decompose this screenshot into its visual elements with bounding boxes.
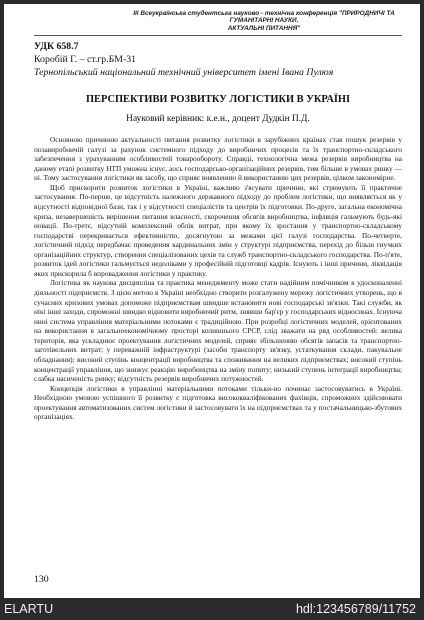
paragraph-2: Щоб прискорити розвиток логістики в Україні, важливо з'ясувати причини, які стримують її практичне застосування. По-перше, це відсутність належного державного підходу до проблем логістики, що виявляється як у відсутності відповідної бази, так і у відсутності спеціалістів та центрів їх підготовки. По-друге, загальна економічна криза, незавершеність вирішення питання власності, скорочення обсягів виробництва, інфляція гальмують будь-які новації. По-третє, відсутній комплексний облік витрат, при якому їх зростання у транспортно-складському господарстві перекривається ефективністю, досягнутою за межами цієї галузі господарства. По-четверте, логістичний підхід передбачає проведення кардинальних змін у структурі підприємства, перехід до більш гнучких організаційних структур, створення спеціалізованих цехів та служб транспортно-складського господарства. По-п'яте, розвиток ідей логістики гальмується недоліками у професійній підготовці кадрів. Існують і інші причини, ліквідація яких прискорила б впровадження логістики у практику. xyxy=(34,182,402,278)
paragraph-3: Логістика як наукова дисципліна та практика менеджменту може стати надійним помічником в удосконаленні діяльності підприємств. З цією метою в Україні необхідно створити розгалужену мережу логістичних утворень, що в сучасних кризових умовах допоможе підприємствам швидше встановити нові господарські зв'язки. Такі служби, як нікі інші заходи, спроможні швидко відновити виробничий ритм, знявши бар'єр у господарських відносинах. Існуюча нині система управління матеріальними потоками є традиційною. При розробці логістичних моделей, орієнтованих на використання в загальноекономічному просторі колишнього СРСР, слід зважати на ряд особливостей: велика територія, яка ускладнює проектування логістичних моделей, сприяє збільшенню обсягів запасів та транспортно-заготівельних витрат; у переважній інфраструктурі (засоби транспорту зв'язку, устаткування склади, пакувальне обладнання); високий ступінь концентрації виробництва та споживання на великих підприємствах; високий ступінь концентрації управління, що знижує реакцію виробництва на зміну попиту; низький ступень інтеграції виробництва; слабка насиченість ринку; відсутність резервів виробничих потужностей. xyxy=(34,278,402,384)
paper-title: ПЕРСПЕКТИВИ РОЗВИТКУ ЛОГІСТИКИ В УКРАЇНІ xyxy=(85,94,351,105)
page-number: 130 xyxy=(34,574,49,585)
document-page xyxy=(4,4,420,598)
paragraph-4: Концепція логістики в управлінні матеріальними потоками тільки-но починає застосовуватись в Україні. Необхідною умовою успішного її розвитку є підготовка висококваліфікованих фахівців, спроможних здійснювати проектування автоматизованих систем логістики й застосовувати їх на підприємствах та у постачальницько-збутових організаціях. xyxy=(34,383,402,422)
conference-header xyxy=(114,10,414,32)
conference-header-line-1: ІІІ Всеукраїнська студентська науково - технічна конференція "ПРИРОДНИЧІ ТА ГУМАНІТАРНІ НАУКИ. xyxy=(133,10,395,25)
conference-header-line-2: АКТУАЛЬНІ ПИТАННЯ" xyxy=(227,24,301,32)
viewer-footer-bar xyxy=(0,598,424,620)
affiliation-line: Тернопільський національний технічний університет імені Івана Пулюя xyxy=(34,67,334,78)
body-text xyxy=(34,135,402,422)
repository-label: ELARTU xyxy=(4,602,54,616)
advisor-line: Науковий керівник: к.е.н., доцент Дудкін П.Д. xyxy=(126,114,310,124)
paragraph-1: Основною причиною актуальності питання розвитку логістики в зарубіжних країнах став пошук резервів у позавиробничій галузі за рахунок системного підходу до виробничих процесів та їх транспортно-складського забезпечення з урахуванням особливостей товарообороту. Справді, технологічна межа резервів виробництва на даному етапі розвитку НТП уможна існує, аось господарсько-організаційних резервів, тим більше в умовах ринку — ні. Тому застосування логістики як засобу, що сприяє виявленню й використанню цих резервів, цілком закономірне. xyxy=(34,135,402,183)
author-line: Коробій Г. – ст.гр.БМ-31 xyxy=(34,54,137,65)
handle-identifier: hdl:123456789/11752 xyxy=(295,602,416,616)
udk-code: УДК 658.7 xyxy=(34,41,79,52)
header-divider xyxy=(34,35,402,36)
